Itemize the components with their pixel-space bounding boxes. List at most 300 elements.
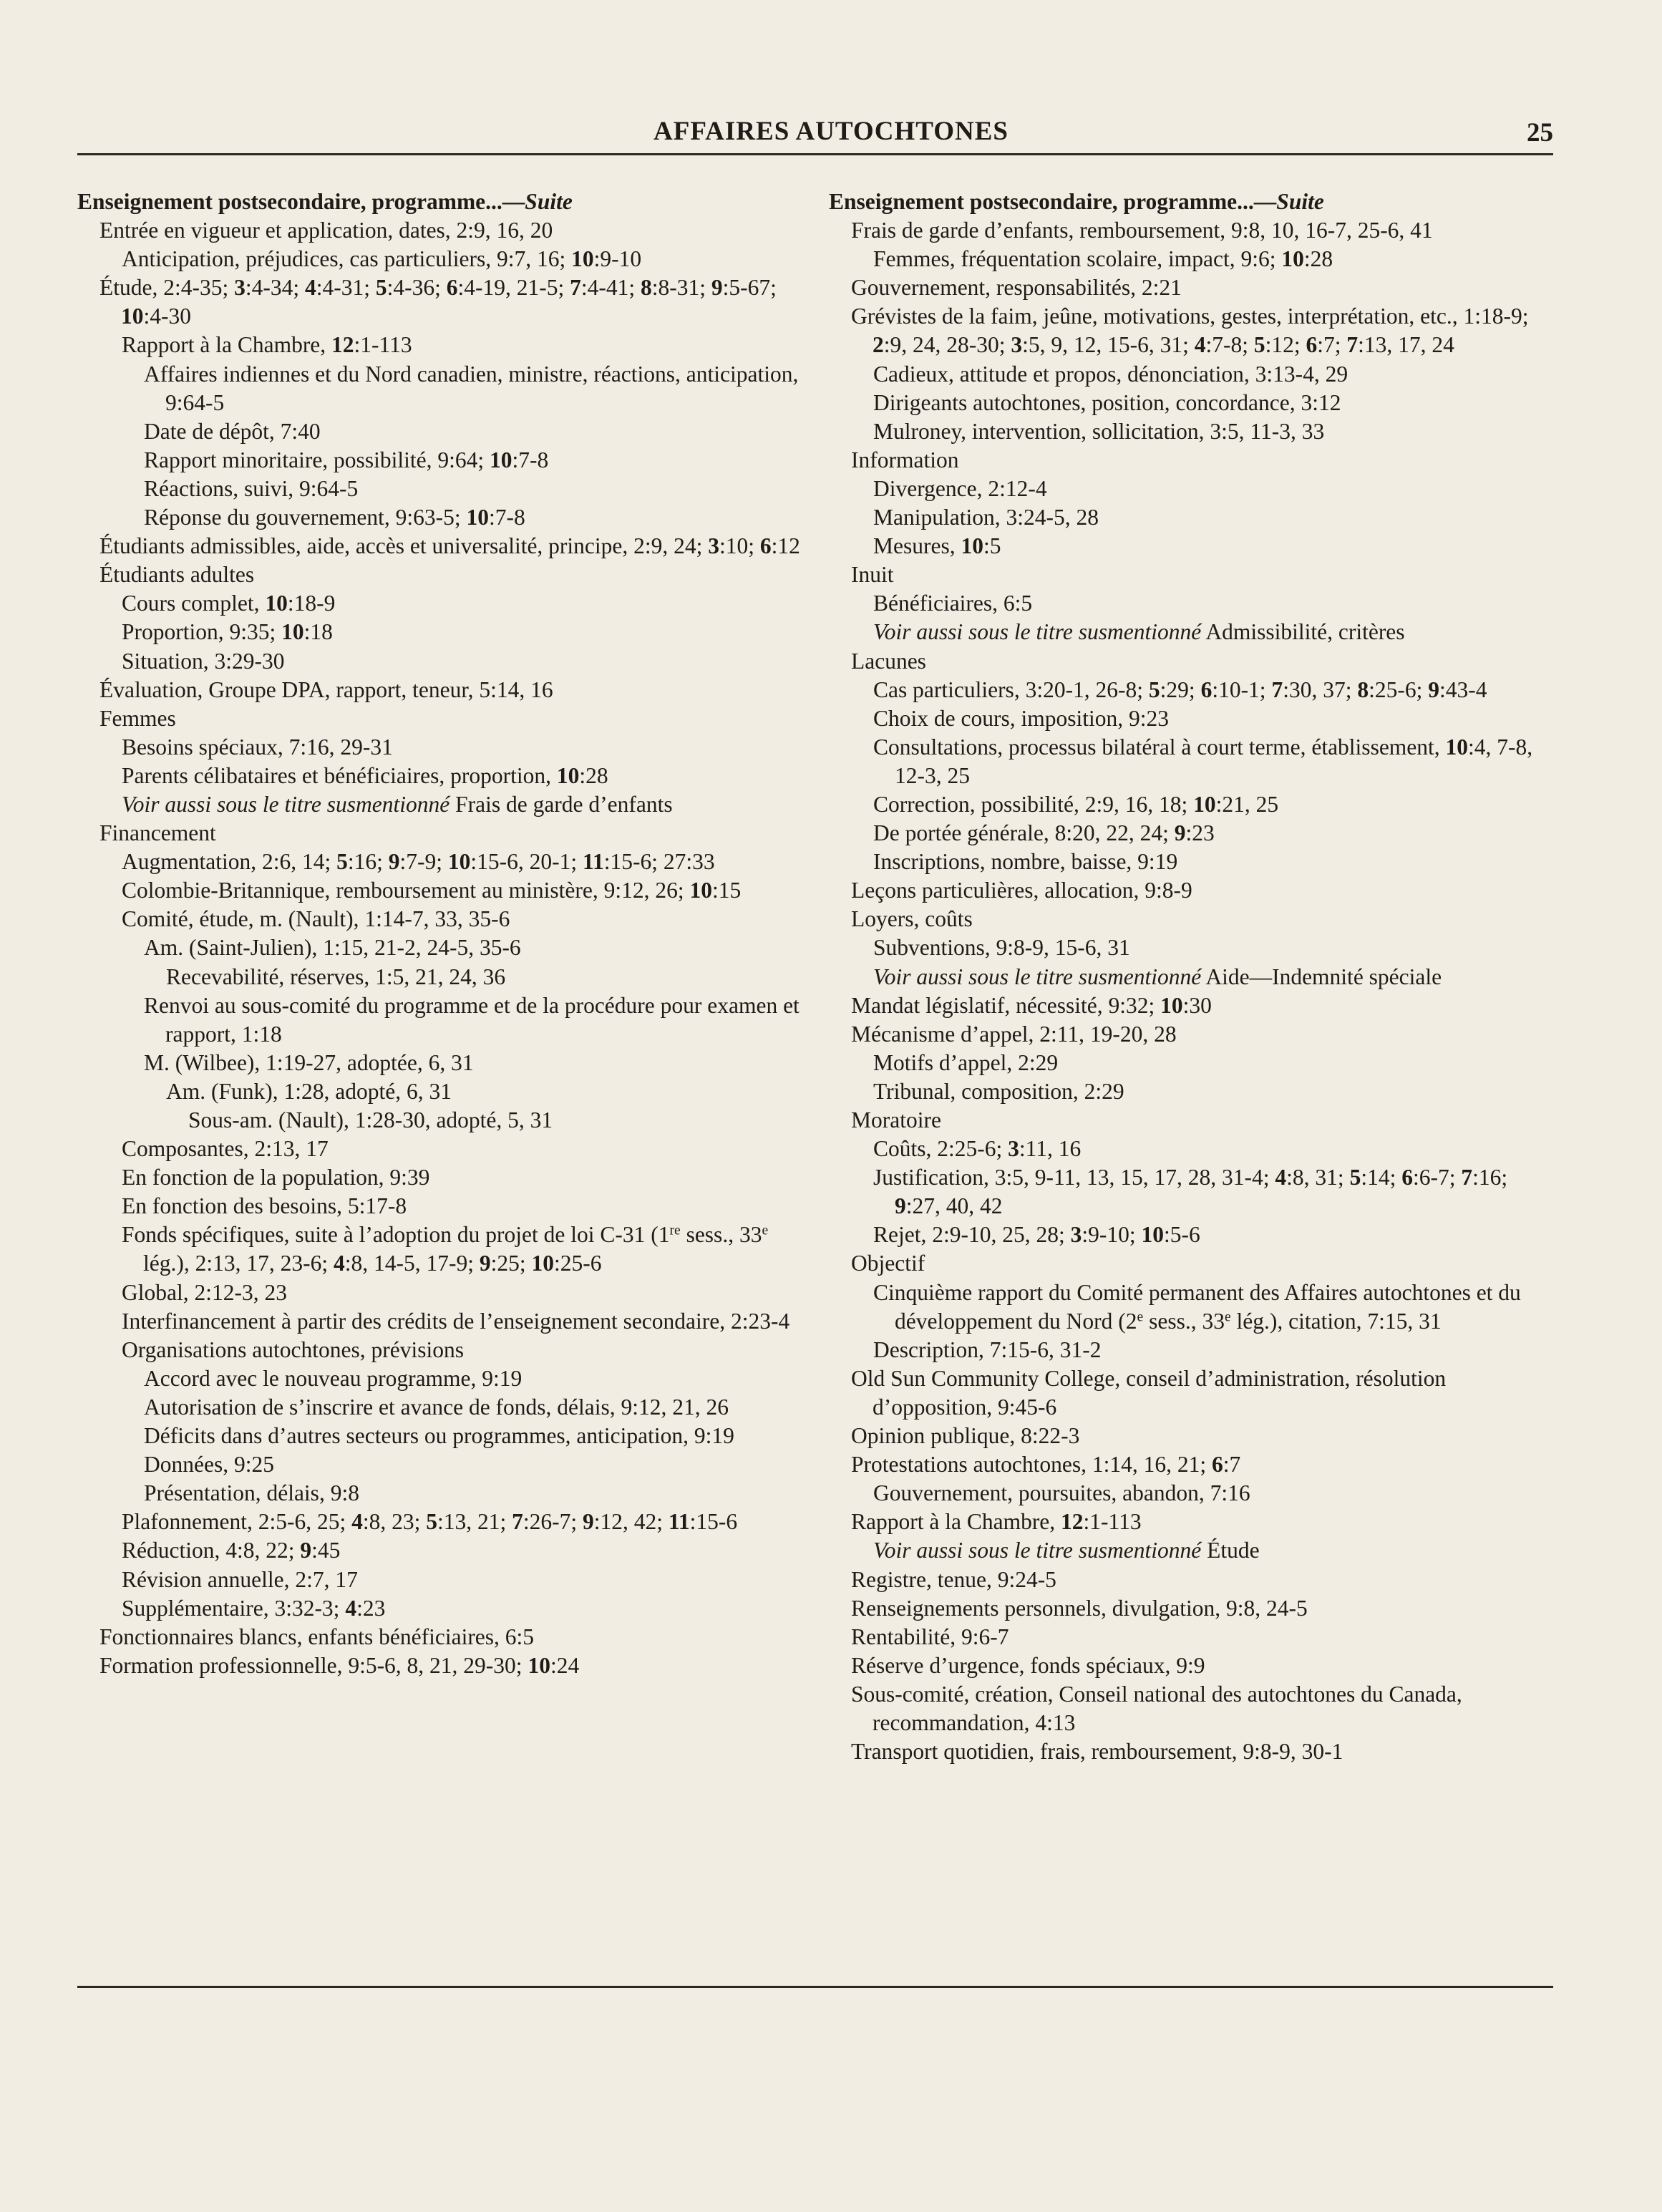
entry-text: Cours complet,: [122, 591, 266, 616]
entry-text: Dirigeants autochtones, position, concordance, 3:12: [873, 389, 1341, 415]
superscript: e: [762, 1223, 769, 1238]
issue-number: 10: [121, 304, 144, 329]
index-entry: [829, 1623, 1553, 1651]
entry-text: :11, 16: [1019, 1136, 1082, 1162]
entry-text: Loyers, coûts: [851, 906, 973, 932]
index-entry: [829, 1049, 1553, 1077]
issue-number: 7: [512, 1509, 523, 1535]
index-entry: [77, 1336, 800, 1364]
entry-text: :45: [311, 1538, 341, 1563]
footer-rule: [77, 1986, 1553, 1988]
index-entry: [77, 273, 800, 331]
entry-text: Besoins spéciaux, 7:16, 29-31: [122, 734, 393, 760]
cross-reference: Voir aussi sous le titre susmentionné: [873, 1538, 1202, 1563]
issue-number: 10: [1160, 992, 1183, 1018]
entry-text: Formation professionnelle, 9:5-6, 8, 21, 29-30;: [99, 1652, 528, 1678]
entry-text: Cadieux, attitude et propos, dénonciation, 3:13-4, 29: [873, 361, 1348, 387]
issue-number: 8: [640, 275, 652, 301]
index-entry: [77, 905, 800, 933]
entry-text: :4-34;: [245, 275, 305, 301]
entry-text: :21, 25: [1215, 791, 1279, 817]
cross-reference: Voir aussi sous le titre susmentionné: [122, 791, 450, 817]
issue-number: 3: [1008, 1136, 1019, 1162]
index-entry: [77, 1279, 800, 1307]
index-entry: [829, 389, 1553, 417]
entry-text: :25-6;: [1369, 676, 1429, 702]
index-entry: [829, 1594, 1553, 1623]
index-entry: [77, 360, 800, 417]
issue-number: 10: [689, 878, 712, 903]
entry-text: :7-8;: [1205, 332, 1254, 358]
index-entry: [77, 1536, 800, 1565]
entry-text: :9-10;: [1082, 1222, 1142, 1248]
issue-number: 10: [556, 762, 580, 788]
entry-text: Fonds spécifiques, suite à l’adoption du projet de loi C-31 (1: [122, 1222, 670, 1248]
entry-text: Évaluation, Groupe DPA, rapport, teneur, 5:14, 16: [99, 676, 553, 702]
entry-text: Réserve d’urgence, fonds spéciaux, 9:9: [851, 1652, 1205, 1678]
entry-text: Composantes, 2:13, 17: [122, 1136, 329, 1162]
index-entry: [77, 1192, 800, 1221]
cross-reference: Suite: [525, 189, 573, 214]
issue-number: 7: [1461, 1165, 1473, 1190]
entry-text: :28: [579, 762, 608, 788]
cross-reference: Voir aussi sous le titre susmentionné: [873, 964, 1202, 989]
entry-text: Réduction, 4:8, 22;: [122, 1538, 301, 1563]
entry-text: :8, 31;: [1286, 1165, 1350, 1190]
issue-number: 6: [1200, 676, 1213, 702]
entry-text: Proportion, 9:35;: [122, 619, 282, 645]
index-entry: [77, 848, 800, 876]
index-entry: [77, 762, 800, 790]
entry-text: Gouvernement, poursuites, abandon, 7:16: [873, 1480, 1250, 1506]
entry-text: Déficits dans d’autres secteurs ou programmes, anticipation, 9:19: [144, 1423, 734, 1449]
page-number: 25: [1527, 118, 1553, 147]
entry-text: :8, 14-5, 17-9;: [344, 1251, 480, 1276]
entry-text: :5, 9, 12, 15-6, 31;: [1022, 332, 1195, 358]
entry-text: Gouvernement, responsabilités, 2:21: [851, 275, 1182, 301]
entry-text: :4-36;: [387, 275, 447, 301]
issue-number: 12: [1061, 1509, 1084, 1535]
entry-text: Transport quotidien, frais, remboursement, 9:8-9, 30-1: [851, 1739, 1343, 1765]
entry-text: :14;: [1361, 1165, 1402, 1190]
entry-text: :4-41;: [580, 275, 641, 301]
entry-text: :10-1;: [1212, 676, 1272, 702]
issue-number: 5: [336, 849, 348, 875]
entry-text: :16;: [347, 849, 389, 875]
index-entry: [829, 1135, 1553, 1163]
entry-text: :7: [1223, 1452, 1241, 1478]
issue-number: 2: [873, 332, 884, 358]
index-entry: [77, 676, 800, 704]
entry-text: :23: [1185, 820, 1215, 846]
entry-text: :12, 42;: [593, 1509, 669, 1535]
issue-number: 10: [447, 849, 471, 875]
entry-text: Inscriptions, nombre, baisse, 9:19: [873, 849, 1178, 875]
issue-number: 3: [1070, 1222, 1082, 1248]
entry-text: :6-7;: [1412, 1165, 1462, 1190]
issue-number: 9: [582, 1509, 594, 1535]
issue-number: 4: [345, 1595, 357, 1621]
entry-text: Comité, étude, m. (Nault), 1:14-7, 33, 35-6: [122, 906, 510, 932]
index-entry: [77, 1307, 800, 1336]
index-entry: [829, 245, 1553, 273]
index-entry: [829, 876, 1553, 905]
entry-text: :4, 7-8, 12-3, 25: [895, 734, 1533, 788]
entry-text: sess., 33: [1143, 1308, 1225, 1334]
superscript: e: [1137, 1309, 1144, 1324]
entry-text: Données, 9:25: [144, 1452, 274, 1478]
issue-number: 10: [265, 591, 288, 616]
entry-text: :9-10: [593, 246, 642, 272]
entry-text: :8, 23;: [362, 1509, 427, 1535]
issue-number: 4: [1275, 1165, 1287, 1190]
entry-text: :5-6: [1163, 1222, 1200, 1248]
entry-text: :1-113: [354, 332, 412, 358]
entry-text: Accord avec le nouveau programme, 9:19: [144, 1365, 523, 1391]
entry-text: Global, 2:12-3, 23: [122, 1279, 287, 1305]
entry-text: Rapport minoritaire, possibilité, 9:64;: [144, 447, 490, 472]
entry-text: lég.), 2:13, 17, 23-6;: [143, 1251, 334, 1276]
entry-text: Rentabilité, 9:6-7: [851, 1624, 1009, 1649]
index-entry: [829, 417, 1553, 446]
entry-text: :29;: [1160, 676, 1201, 702]
entry-text: :18-9: [287, 591, 336, 616]
index-entry: [77, 876, 800, 905]
index-entry: [77, 1221, 800, 1278]
entry-text: Plafonnement, 2:5-6, 25;: [122, 1509, 352, 1535]
index-entry: [77, 503, 800, 532]
entry-text: :5: [983, 533, 1001, 559]
index-entry: [829, 647, 1553, 676]
entry-text: Frais de garde d’enfants, remboursement, 9:8, 10, 16-7, 25-6, 41: [851, 218, 1433, 243]
index-entry: [829, 1249, 1553, 1278]
entry-text: Cas particuliers, 3:20-1, 26-8;: [873, 676, 1149, 702]
issue-number: 5: [1148, 676, 1160, 702]
index-entry: [829, 1279, 1553, 1336]
entry-text: Colombie-Britannique, remboursement au ministère, 9:12, 26;: [122, 878, 690, 903]
entry-text: :1-113: [1083, 1509, 1142, 1535]
index-entry: [77, 1594, 800, 1623]
entry-text: Choix de cours, imposition, 9:23: [873, 705, 1169, 731]
issue-number: 8: [1357, 676, 1369, 702]
entry-text: Bénéficiaires, 6:5: [873, 591, 1033, 616]
entry-text: En fonction de la population, 9:39: [122, 1165, 430, 1190]
index-entry: [829, 273, 1553, 302]
index-entry: [77, 532, 800, 561]
entry-text: Rejet, 2:9-10, 25, 28;: [873, 1222, 1071, 1248]
entry-text: Old Sun Community College, conseil d’administration, résolution d’opposition, 9:45-6: [851, 1365, 1447, 1420]
index-entry: [829, 1651, 1553, 1680]
entry-text: :7-8: [489, 505, 525, 530]
entry-text: :15: [711, 878, 742, 903]
entry-text: Organisations autochtones, prévisions: [122, 1337, 464, 1362]
entry-text: :15-6, 20-1;: [470, 849, 583, 875]
entry-text: lég.), citation, 7:15, 31: [1230, 1308, 1442, 1334]
issue-number: 3: [1011, 332, 1023, 358]
entry-text: Objectif: [851, 1251, 925, 1276]
index-entry: [829, 1566, 1553, 1594]
entry-text: Révision annuelle, 2:7, 17: [122, 1566, 358, 1592]
entry-text: :25;: [490, 1251, 532, 1276]
entry-text: Inuit: [851, 562, 894, 588]
entry-text: De portée générale, 8:20, 22, 24;: [873, 820, 1175, 846]
index-entry: [77, 1077, 800, 1106]
entry-text: Entrée en vigueur et application, dates, 2:9, 16, 20: [99, 218, 553, 243]
index-entry: [829, 618, 1553, 646]
entry-text: :4-19, 21-5;: [457, 275, 570, 301]
entry-text: Étudiants admissibles, aide, accès et universalité, principe, 2:9, 24;: [99, 533, 709, 559]
entry-text: En fonction des besoins, 5:17-8: [122, 1193, 407, 1219]
index-entry: [77, 1364, 800, 1393]
issue-number: 11: [582, 849, 604, 875]
index-entry: [829, 1737, 1553, 1766]
entry-text: Rapport à la Chambre,: [851, 1509, 1061, 1535]
index-entry: [77, 475, 800, 503]
entry-text: Manipulation, 3:24-5, 28: [873, 505, 1099, 530]
index-entry: [77, 589, 800, 618]
entry-text: Divergence, 2:12-4: [873, 475, 1047, 501]
index-entry: [829, 704, 1553, 733]
entry-text: Admissibilité, critères: [1201, 619, 1405, 645]
cross-reference: Voir aussi sous le titre susmentionné: [873, 619, 1202, 645]
index-entry: [829, 1163, 1553, 1221]
index-entry: [829, 1450, 1553, 1479]
index-entry: [829, 1364, 1553, 1422]
index-entry: [77, 790, 800, 819]
issue-number: 10: [489, 447, 512, 472]
issue-number: 10: [466, 505, 490, 530]
entry-text: Opinion publique, 8:22-3: [851, 1423, 1080, 1449]
index-entry: [77, 561, 800, 589]
entry-text: :9, 24, 28-30;: [883, 332, 1011, 358]
index-entry: [829, 360, 1553, 389]
header-rule: [77, 153, 1553, 155]
entry-text: :27, 40, 42: [905, 1193, 1003, 1219]
index-entry: [77, 331, 800, 359]
index-entry: [829, 503, 1553, 532]
entry-text: Renseignements personnels, divulgation, 9:8, 24-5: [851, 1595, 1308, 1621]
index-column-right: [829, 188, 1553, 1766]
issue-number: 10: [528, 1652, 550, 1678]
entry-text: :4-31;: [316, 275, 376, 301]
entry-text: :5-67;: [722, 275, 777, 301]
entry-text: :12;: [1265, 332, 1306, 358]
index-entry: [829, 819, 1553, 848]
entry-text: :4-30: [143, 304, 191, 329]
issue-number: 10: [281, 619, 304, 645]
issue-number: 5: [375, 275, 387, 301]
index-entry: [829, 1106, 1553, 1135]
issue-number: 12: [331, 332, 354, 358]
entry-text: Recevabilité, réserves, 1:5, 21, 24, 36: [166, 964, 506, 989]
index-entry: [829, 302, 1553, 359]
issue-number: 9: [388, 849, 400, 875]
issue-number: 10: [1141, 1222, 1164, 1248]
entry-text: :26-7;: [523, 1509, 583, 1535]
index-entry: [829, 1508, 1553, 1536]
issue-number: 7: [570, 275, 581, 301]
issue-number: 10: [1445, 734, 1469, 760]
entry-text: Moratoire: [851, 1107, 941, 1132]
entry-text: Augmentation, 2:6, 14;: [122, 849, 337, 875]
index-entry: [77, 1106, 800, 1135]
entry-text: :7-9;: [399, 849, 448, 875]
index-entry: [77, 1651, 800, 1680]
entry-text: :24: [550, 1652, 580, 1678]
entry-text: Motifs d’appel, 2:29: [873, 1049, 1059, 1075]
index-entry: [829, 1221, 1553, 1249]
index-entry: [829, 676, 1553, 704]
index-entry: [77, 1623, 800, 1651]
index-heading: [77, 188, 800, 216]
entry-text: Date de dépôt, 7:40: [144, 418, 321, 444]
issue-number: 5: [426, 1509, 437, 1535]
index-entry: [829, 216, 1553, 245]
entry-text: :12: [771, 533, 800, 559]
entry-text: Réactions, suivi, 9:64-5: [144, 475, 359, 501]
issue-number: 7: [1271, 676, 1283, 702]
entry-text: :30, 37;: [1283, 676, 1358, 702]
issue-number: 10: [531, 1251, 554, 1276]
issue-number: 11: [668, 1509, 690, 1535]
issue-number: 10: [1281, 246, 1304, 272]
index-entry: [829, 561, 1553, 589]
index-entry: [829, 475, 1553, 503]
index-entry: [77, 1479, 800, 1508]
index-entry: [829, 733, 1553, 790]
index-entry: [77, 1163, 800, 1192]
entry-text: :15-6; 27:33: [603, 849, 715, 875]
issue-number: 5: [1349, 1165, 1361, 1190]
entry-text: Financement: [99, 820, 216, 846]
index-entry: [829, 1077, 1553, 1106]
entry-text: Mulroney, intervention, sollicitation, 3:5, 11-3, 33: [873, 418, 1325, 444]
entry-text: Tribunal, composition, 2:29: [873, 1078, 1124, 1104]
entry-text: Sous-comité, création, Conseil national des autochtones du Canada, recommandation, 4:13: [851, 1681, 1462, 1735]
index-entry: [829, 848, 1553, 876]
entry-text: Rapport à la Chambre,: [122, 332, 332, 358]
index-entry: [77, 963, 800, 991]
issue-number: 6: [1306, 332, 1318, 358]
entry-text: Mandat législatif, nécessité, 9:32;: [851, 992, 1161, 1018]
entry-text: Grévistes de la faim, jeûne, motivations, gestes, interprétation, etc., 1:18-9;: [851, 304, 1529, 329]
index-entry: [829, 532, 1553, 561]
entry-text: Réponse du gouvernement, 9:63-5;: [144, 505, 467, 530]
entry-text: :13, 17, 24: [1358, 332, 1454, 358]
index-entry: [77, 991, 800, 1049]
superscript: re: [669, 1223, 681, 1238]
entry-text: :43-4: [1439, 676, 1487, 702]
entry-text: Situation, 3:29-30: [122, 648, 285, 674]
entry-text: Parents célibataires et bénéficiaires, proportion,: [122, 762, 557, 788]
entry-text: Fonctionnaires blancs, enfants bénéficiaires, 6:5: [99, 1624, 535, 1649]
issue-number: 3: [234, 275, 246, 301]
entry-text: Femmes: [99, 705, 176, 731]
index-entry: [829, 963, 1553, 991]
entry-text: Étude, 2:4-35;: [99, 275, 235, 301]
issue-number: 9: [711, 275, 723, 301]
index-entry: [829, 933, 1553, 962]
index-entry: [829, 1020, 1553, 1049]
entry-text: Étude: [1201, 1538, 1260, 1563]
index-entry: [77, 1566, 800, 1594]
entry-text: Am. (Saint-Julien), 1:15, 21-2, 24-5, 35-6: [144, 935, 521, 961]
index-entry: [77, 216, 800, 245]
index-entry: [77, 1508, 800, 1536]
issue-number: 10: [1193, 791, 1216, 817]
entry-text: :10;: [719, 533, 760, 559]
entry-text: Aide—Indemnité spéciale: [1201, 964, 1442, 989]
entry-text: Registre, tenue, 9:24-5: [851, 1566, 1056, 1592]
entry-text: :25-6: [553, 1251, 602, 1276]
entry-text: Autorisation de s’inscrire et avance de fonds, délais, 9:12, 21, 26: [144, 1394, 729, 1420]
issue-number: 6: [446, 275, 458, 301]
issue-number: 9: [1428, 676, 1439, 702]
entry-text: :7-8: [512, 447, 549, 472]
entry-text: sess., 33: [680, 1222, 762, 1248]
index-entry: [829, 1422, 1553, 1450]
issue-number: 5: [1253, 332, 1265, 358]
issue-number: 10: [961, 533, 983, 559]
entry-text: :8-31;: [651, 275, 711, 301]
index-column-left: [77, 188, 800, 1680]
cross-reference: Suite: [1276, 189, 1324, 214]
entry-text: Justification, 3:5, 9-11, 13, 15, 17, 28, 31-4;: [873, 1165, 1275, 1190]
entry-text: :18: [303, 619, 333, 645]
entry-text: Enseignement postsecondaire, programme...—: [829, 189, 1277, 214]
entry-text: Présentation, délais, 9:8: [144, 1480, 359, 1506]
issue-number: 4: [333, 1251, 345, 1276]
index-entry: [77, 1393, 800, 1422]
issue-number: 6: [1401, 1165, 1413, 1190]
issue-number: 4: [1194, 332, 1206, 358]
issue-number: 9: [300, 1538, 312, 1563]
entry-text: Description, 7:15-6, 31-2: [873, 1337, 1102, 1362]
entry-text: Interfinancement à partir des crédits de l’enseignement secondaire, 2:23-4: [122, 1308, 790, 1334]
index-entry: [77, 704, 800, 733]
entry-text: Consultations, processus bilatéral à court terme, établissement,: [873, 734, 1446, 760]
issue-number: 9: [1174, 820, 1186, 846]
index-entry: [77, 245, 800, 273]
entry-text: Renvoi au sous-comité du programme et de la procédure pour examen et rapport, 1:18: [144, 992, 800, 1047]
entry-text: :15-6: [689, 1509, 738, 1535]
index-entry: [829, 1479, 1553, 1508]
issue-number: 4: [304, 275, 316, 301]
entry-text: :16;: [1472, 1165, 1508, 1190]
entry-text: :23: [356, 1595, 386, 1621]
index-entry: [77, 618, 800, 646]
entry-text: Leçons particulières, allocation, 9:8-9: [851, 878, 1192, 903]
index-entry: [829, 1336, 1553, 1364]
index-entry: [829, 991, 1553, 1020]
running-head-title: AFFAIRES AUTOCHTONES: [653, 117, 1009, 146]
entry-text: Information: [851, 447, 959, 472]
issue-number: 3: [708, 533, 720, 559]
entry-text: :28: [1303, 246, 1333, 272]
entry-text: Anticipation, préjudices, cas particuliers, 9:7, 16;: [122, 246, 572, 272]
issue-number: 7: [1346, 332, 1359, 358]
entry-text: Affaires indiennes et du Nord canadien, ministre, réactions, anticipation, 9:64-5: [144, 361, 799, 415]
entry-text: Sous-am. (Nault), 1:28-30, adopté, 5, 31: [188, 1107, 553, 1132]
entry-text: Am. (Funk), 1:28, adopté, 6, 31: [166, 1078, 452, 1104]
entry-text: Lacunes: [851, 648, 926, 674]
entry-text: Enseignement postsecondaire, programme...—: [77, 189, 525, 214]
index-entry: [77, 733, 800, 762]
index-entry: [77, 1450, 800, 1479]
issue-number: 4: [351, 1509, 363, 1535]
index-entry: [829, 790, 1553, 819]
entry-text: Mesures,: [873, 533, 961, 559]
